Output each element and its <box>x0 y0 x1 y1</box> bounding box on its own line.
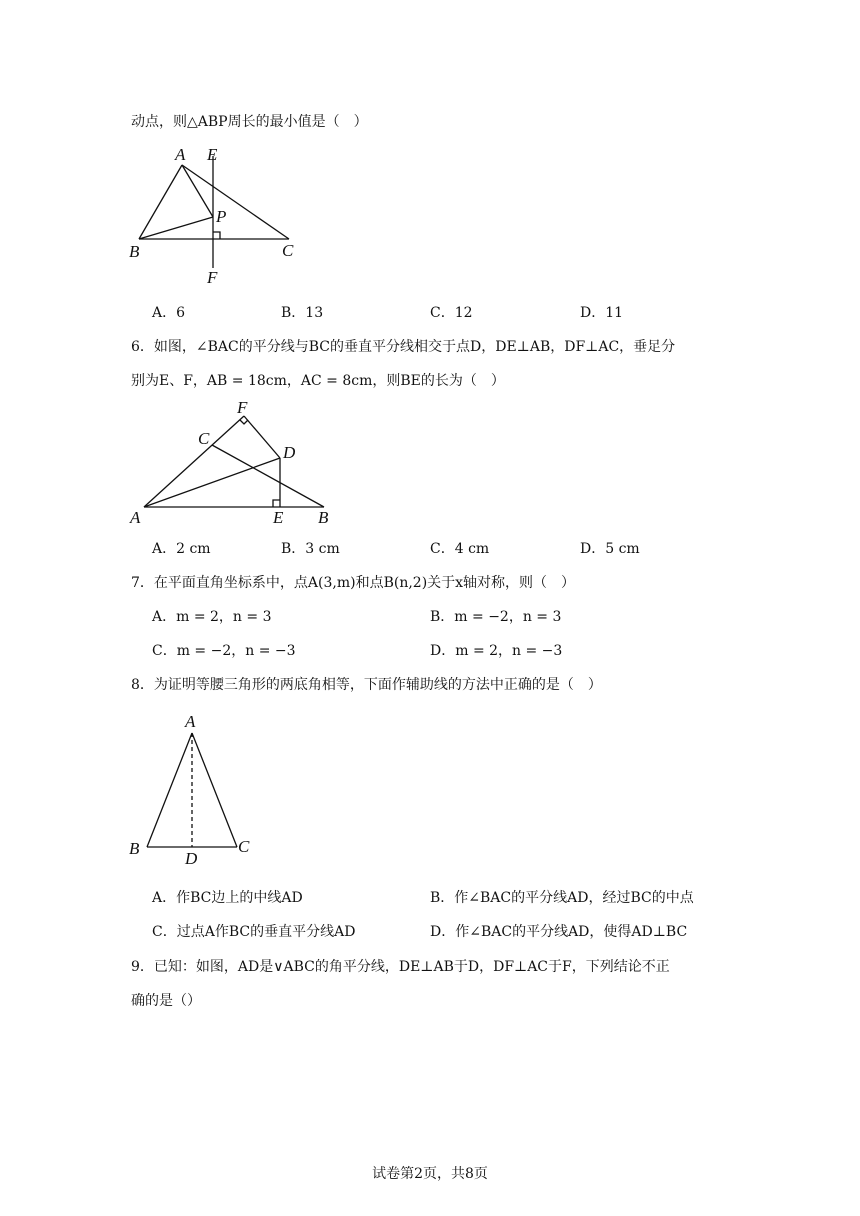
q6-label-c: C <box>198 429 210 448</box>
q8-label-d: D <box>185 849 198 868</box>
q5-option-c: C．12 <box>430 305 473 321</box>
q8-option-c: C．过点A作BC的垂直平分线AD <box>152 924 356 940</box>
q6-label-e: E <box>273 508 284 527</box>
q8-option-a: A．作BC边上的中线AD <box>152 890 303 906</box>
q6-option-a: A．2 cm <box>152 541 211 557</box>
q9-stem-line1: 9．已知：如图，AD是∨ABC的角平分线，DE⊥AB于D，DF⊥AC于F，下列结论不正 <box>131 959 670 975</box>
q7-option-d: D．m = 2，n = −3 <box>430 643 563 659</box>
q6-label-d: D <box>283 443 296 462</box>
q8-label-b: B <box>129 839 140 858</box>
q5-label-b: B <box>129 242 140 261</box>
q8-option-d: D．作∠BAC的平分线AD，使得AD⊥BC <box>430 924 688 940</box>
q6-figure <box>125 395 345 530</box>
q8-label-c: C <box>238 837 250 856</box>
q7-stem: 7．在平面直角坐标系中，点A(3,m)和点B(n,2)关于x轴对称，则（ ） <box>131 575 576 591</box>
q7-option-a: A．m = 2，n = 3 <box>152 609 272 625</box>
q5-label-a: A <box>175 145 186 164</box>
q5-label-e: E <box>207 145 218 164</box>
q8-label-a: A <box>185 712 196 731</box>
q5-figure <box>125 140 325 290</box>
q5-stem: 动点，则△ABP周长的最小值是（ ） <box>131 114 368 130</box>
q6-stem-line1: 6．如图，∠BAC的平分线与BC的垂直平分线相交于点D，DE⊥AB，DF⊥AC，垂足分 <box>131 339 676 355</box>
q9-stem-line2: 确的是（） <box>131 993 201 1009</box>
q8-figure <box>125 705 265 870</box>
q6-option-c: C．4 cm <box>430 541 490 557</box>
q5-label-c: C <box>282 241 294 260</box>
q7-option-b: B．m = −2，n = 3 <box>430 609 562 625</box>
q5-option-d: D．11 <box>580 305 624 321</box>
q6-label-f: F <box>237 398 248 417</box>
q6-label-b: B <box>318 508 329 527</box>
q6-stem-line2: 别为E、F，AB = 18cm，AC = 8cm，则BE的长为（ ） <box>131 373 505 389</box>
q5-label-f: F <box>207 268 218 287</box>
q5-label-p: P <box>216 207 227 226</box>
q8-option-b: B．作∠BAC的平分线AD，经过BC的中点 <box>430 890 694 906</box>
q6-label-a: A <box>130 508 141 527</box>
q8-stem: 8．为证明等腰三角形的两底角相等，下面作辅助线的方法中正确的是（ ） <box>131 677 602 693</box>
q7-option-c: C．m = −2，n = −3 <box>152 643 296 659</box>
q5-option-a: A．6 <box>152 305 186 321</box>
page-footer: 试卷第2页，共8页 <box>372 1166 488 1182</box>
q6-option-d: D．5 cm <box>580 541 640 557</box>
q6-option-b: B．3 cm <box>281 541 340 557</box>
q5-option-b: B．13 <box>281 305 324 321</box>
